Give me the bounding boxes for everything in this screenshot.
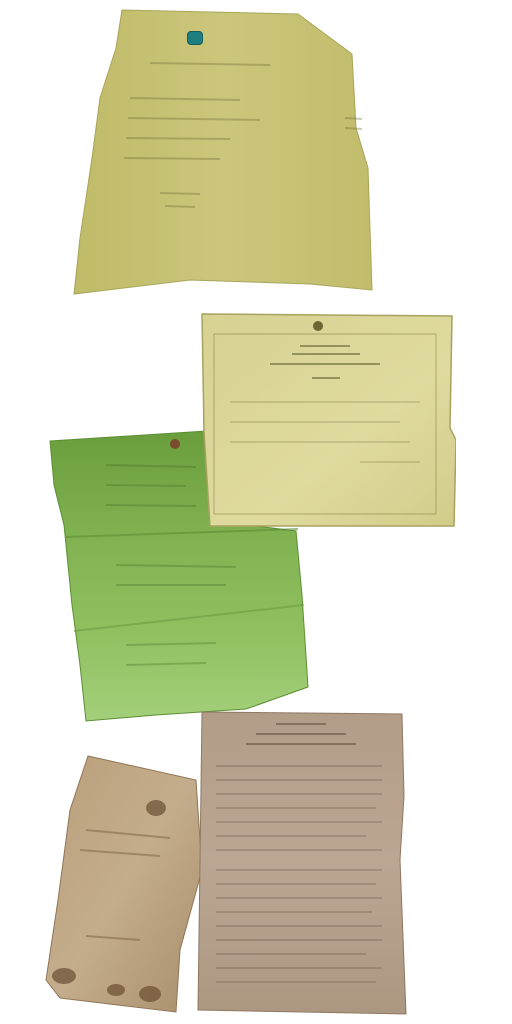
yellow-green-letter-paper bbox=[70, 8, 375, 298]
letterhead-form-paper bbox=[200, 312, 456, 530]
worn-card bbox=[40, 750, 210, 1018]
letterhead-form bbox=[200, 312, 456, 530]
teal-pin-icon bbox=[188, 32, 202, 44]
typed-page bbox=[196, 710, 408, 1016]
worn-card-paper bbox=[40, 750, 210, 1018]
brass-tack-icon bbox=[313, 321, 323, 331]
brown-tack-icon bbox=[170, 439, 180, 449]
typed-page-paper bbox=[196, 710, 408, 1016]
yellow-green-letter bbox=[70, 8, 375, 298]
